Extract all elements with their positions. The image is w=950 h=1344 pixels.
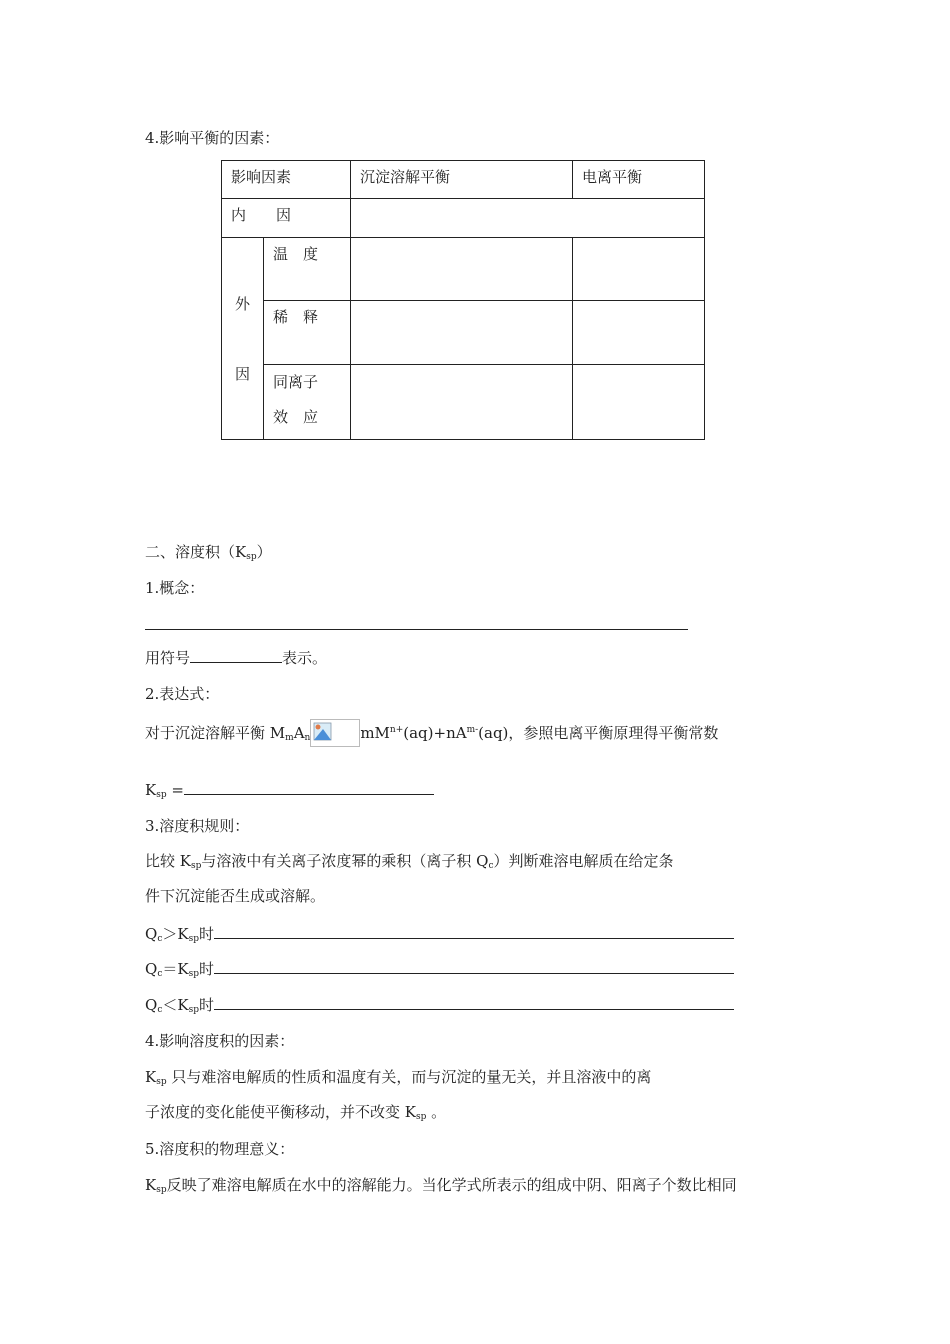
table-header-precipitation: 沉淀溶解平衡 [351,161,573,199]
ksp-expression: $K_{sp}$ = [145,780,434,805]
table-row-common-ion [264,365,351,440]
table-row-temperature: 温 度 [264,238,351,301]
qc-eq-line: $Q_c=K_{sp}$时 [145,959,734,984]
rule-text-1: 比较 $K_{sp}$与溶液中有关离子浓度幂的乘积（离子积 $Q_c$）判断难溶电解质在给定条 [145,852,674,871]
table-cell [573,238,705,301]
factor-title: 4.影响溶度积的因素： [145,1032,295,1050]
qc-lt-line: $Q_c<K_{sp}$时 [145,995,734,1020]
qc-gt-blank [214,924,734,939]
table-header-factor: 影响因素 [222,161,351,199]
table-cell [573,365,705,440]
table-row-dilution: 稀 释 [264,301,351,365]
table-external-label [222,238,264,440]
concept-blank [145,629,688,630]
table-cell [351,365,573,440]
table-cell [573,301,705,365]
table-internal-cell [351,199,705,238]
factor-text-1: $K_{sp}$ 只与难溶电解质的性质和温度有关，而与沉淀的量无关，并且溶液中的离 [145,1068,652,1087]
external-label-bottom: 因 [234,364,250,383]
table-cell [351,238,573,301]
rule-text-2: 件下沉淀能否生成或溶解。 [145,887,326,905]
part2-title: 二、溶度积$(K_{sp})$ [145,543,272,562]
symbol-line: 用符号 表示。 [145,649,328,667]
section4-title: 4.影响平衡的因素： [145,129,280,147]
factor-text-2: 子浓度的变化能使平衡移动，并不改变 $K_{sp}$ 。 [145,1103,447,1122]
table-internal-label: 内 因 [222,199,351,238]
rule-title: 3.溶度积规则： [145,817,250,835]
common-ion-line1: 同离子 [273,373,319,391]
meaning-text: $K_{sp}$反映了难溶电解质在水中的溶解能力。当化学式所表示的组成中阴、阳离子个数比相同 [145,1176,737,1195]
table-cell [351,301,573,365]
table-header-ionization: 电离平衡 [573,161,705,199]
qc-lt-blank [214,995,734,1010]
concept-title: 1.概念： [145,579,205,597]
common-ion-line2: 效 应 [273,408,319,426]
expr-line: 对于沉淀溶解平衡 $M_mA_n$ $mM^{n+}(aq)+nA^{m-}(aq)$，参照电离平衡原理得平衡常数 [145,719,718,748]
equilibrium-arrow-image [310,719,360,747]
meaning-title: 5.溶度积的物理意义： [145,1140,295,1158]
external-label-top: 外 [234,294,250,313]
ksp-blank [184,780,434,795]
qc-gt-line: $Q_c>K_{sp}$时 [145,924,734,949]
factors-table [221,160,705,440]
qc-eq-blank [214,959,734,974]
expr-title: 2.表达式： [145,685,220,703]
symbol-blank [190,648,282,663]
